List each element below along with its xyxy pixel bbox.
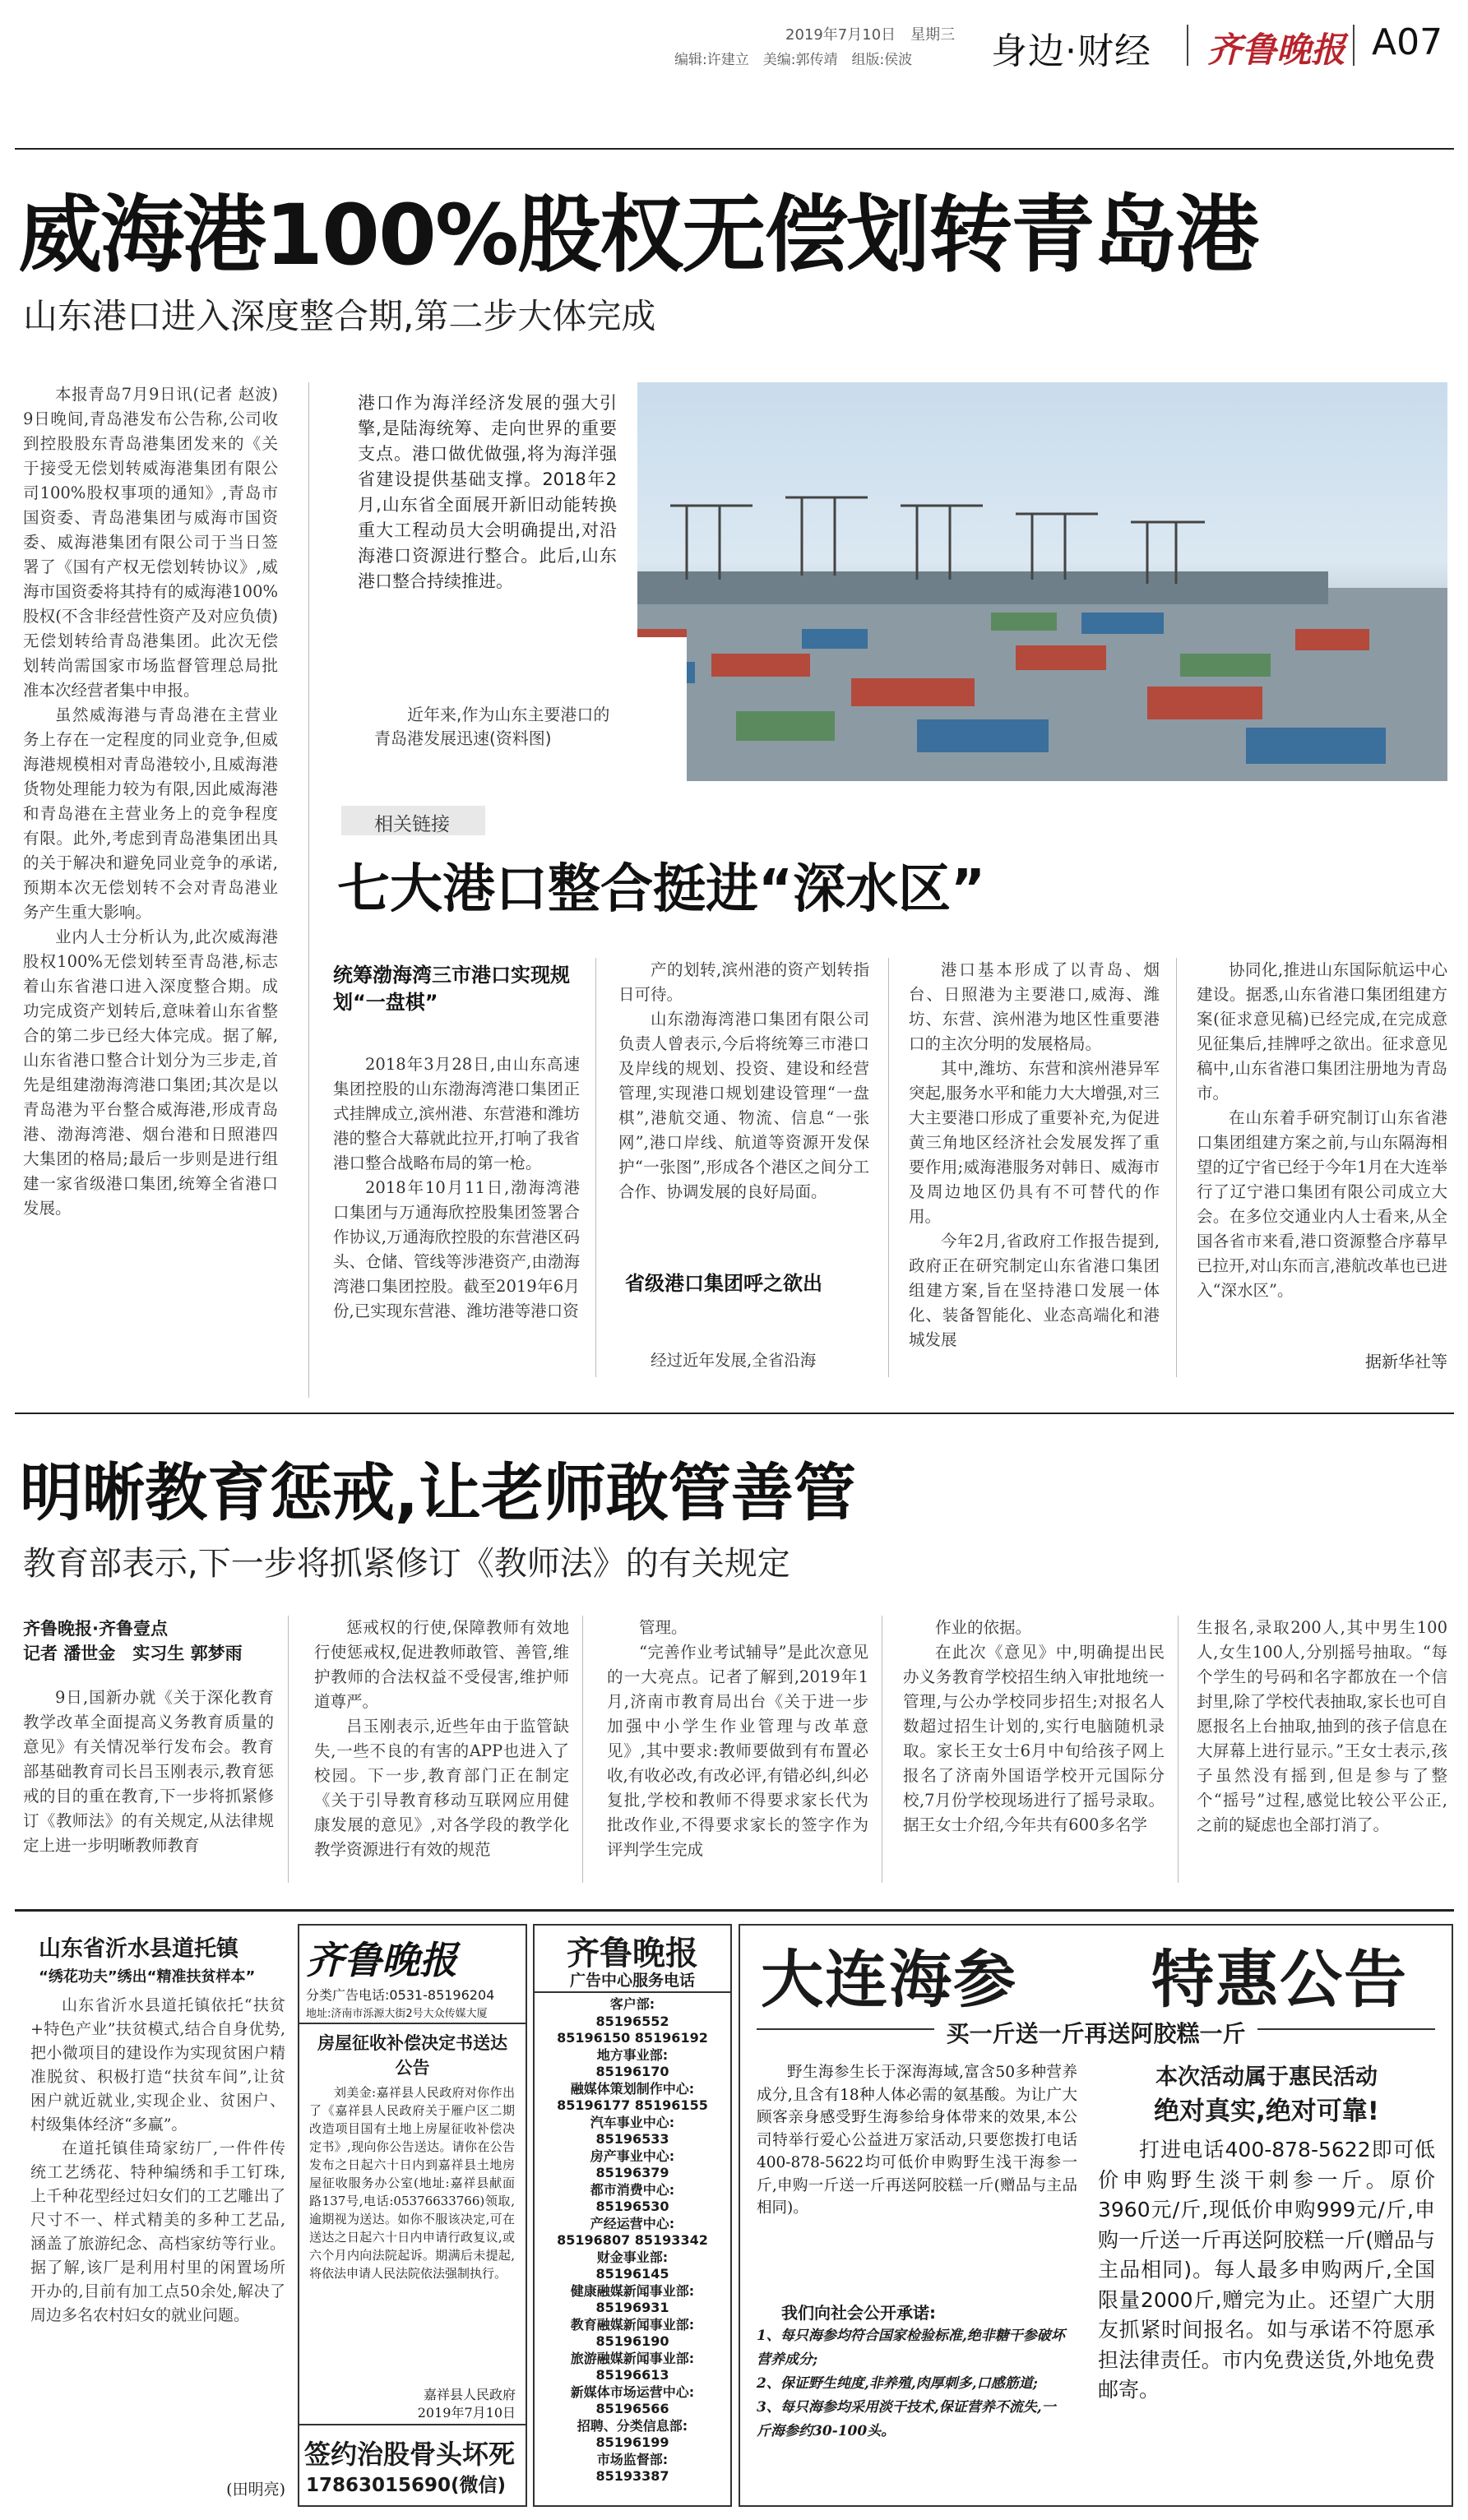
directory-line: 85196552 [595,2013,669,2029]
ad4-banner [740,2016,1452,2049]
ad-notice [298,1924,527,2507]
directory-line: 85196566 [595,2401,669,2416]
ad2-bottom-title: 签约治股骨头坏死 [304,2439,516,2470]
paragraph: 山东省沂水县道托镇依托“扶贫+特色产业”扶贫模式,结合自身优势,把小微项目的建设作为实现贫困户精准脱贫、积极打造“扶贫车间”,让贫困户就近就业,实现企业、贫困户、村级集体经济“多赢”。 [30,1996,285,2134]
column-divider [582,1616,583,1883]
ad4-left-body: 野生海参生长于深海海域,富含50多种营养成分,且含有18种人体必需的氨基酸。为让广大顾客亲身感受野生海参给身体带来的效果,本公司特举行爱心公益进万家活动,只要您拨打电话400-878-5622均可低价申购野生浅干海参一斤,申购一斤送一斤再送阿胶糕一斤(赠品与主品相同)。 [757,2064,1077,2217]
story2-subhead-2: 省级港口集团呼之欲出 [625,1272,822,1295]
ad2-rule [299,2023,526,2024]
ad3-phone-list [535,1996,730,2485]
story3-col4 [903,1616,1165,1883]
section-rule [15,1413,1454,1414]
byline-outlet: 齐鲁晚报·齐鲁壹点 [23,1619,168,1639]
port-photo [341,382,1447,781]
story1-para: 本报青岛7月9日讯(记者 赵波) 9日晚间,青岛港发布公告称,公司收到控股股东青岛港集团发来的《关于接受无偿划转威海港集团有限公司100%股权事项的通知》,青岛市国资委、青岛港集团与威海市国资委、威海港集团有限公司于当日签署了《国有产权无偿划转协议》,威海市国资委将其持有的威海港100%股权(不含非经营性资产及对应负债)无偿划转给青岛港集团。此次无偿划转尚需国家市场监督管理总局批准本次经营者集中申报。 [23,385,278,700]
paragraph: 在此次《意见》中,明确提出民办义务教育学校招生纳入审批地统一管理,与公办学校同步招生;对报名人数超过招生计划的,实行电脑随机录取。家长王女士6月中旬给孩子网上报名了济南外国语学校开元国际分校,7月份学校现场进行了摇号录取。据王女士介绍,今年共有600多名学 [903,1643,1165,1834]
directory-line: 85196199 [595,2434,669,2450]
story3-col1 [23,1685,274,1883]
directory-line: 房产事业中心: [590,2148,675,2164]
paragraph: 2018年10月11日,渤海湾港口集团与万通海欣控股集团签署合作协议,万通海欣控股的东营港区码头、仓储、管线等涉港资产,由渤海湾港口集团控股。截至2019年6月份,已实现东营港、潍坊港等港口资 [333,1178,580,1320]
column-divider [1178,1616,1179,1883]
directory-line: 85196145 [595,2266,669,2282]
directory-line: 85196150 85196192 [557,2030,708,2046]
ad2-body: 刘美金:嘉祥县人民政府对你作出了《嘉祥县人民政府关于雁户区二期改造项目国有土地上房屋征收补偿决定书》,现向你公告送达。请你在公告发布之日起六十日内到嘉祥县土地房屋征收服务办公室(地址:嘉祥县献面路137号,电话:05376633766)领取,逾期视为送达。如你不服该决定,可在送达之日起六十日内申请行政复议,或六个月内向法院起诉。期满后未提起,将依法申请人民法院依法强制执行。 [309,2085,515,2281]
ad4-promises [757,2324,1069,2444]
paragraph: “完善作业考试辅导”是此次意见的一大亮点。记者了解到,2019年1月,济南市教育局出台《关于进一步加强中小学生作业管理与改革意见》,其中要求:教师要做到有布置必收,有收必改,有改必评,有错必纠,纠必复批,学校和教师不得要求家长代为批改作业,不得要求家长的签字作为评判学生完成 [607,1643,868,1859]
directory-line: 85196177 85196155 [557,2097,708,2113]
directory-line: 地方事业部: [596,2046,669,2063]
column-divider [888,958,889,1377]
story3-col3 [607,1616,868,1883]
directory-line: 财金事业部: [596,2249,669,2265]
directory-line: 85196533 [595,2131,669,2147]
paragraph: 惩戒权的行使,保障教师有效地行使惩戒权,促进教师敢管、善管,维护教师的合法权益不受侵害,维护师道尊严。 [314,1618,569,1711]
ad2-bottom-phone: 17863015690(微信) [306,2475,507,2496]
ad3-subtitle: 广告中心服务电话 [569,1972,695,1990]
directory-line: 招聘、分类信息部: [577,2417,688,2434]
issue-date: 2019年7月10日 星期三 [785,26,956,44]
directory-line: 都市消费中心: [590,2181,675,2198]
ad1-sign: (田明亮) [226,2481,285,2499]
ads-rule [15,1909,1454,1912]
directory-line: 85196613 [595,2367,669,2383]
ad-directory [533,1924,732,2507]
ad4-title-2: 特惠公告 [1151,1943,1408,2016]
ad1-subtitle: “绣花功夫”绣出“精准扶贫样本” [39,1968,256,1986]
column-divider [308,382,309,1398]
story2-col3 [909,958,1160,1377]
ad2-title: 房屋征收补偿决定书送达公告 [317,2033,507,2078]
paragraph: 其中,潍坊、东营和滨州港异军突起,服务水平和能力大大增强,对三大主要港口形成了重要补充,为促进黄三角地区经济社会发展发挥了重要作用;威海港服务对韩日、威海市及周边地区仍具有不可替代的作用。 [909,1059,1160,1226]
story3-col5 [1197,1616,1447,1883]
ad2-rule-2 [299,2424,526,2425]
paragraph: 2018年3月28日,由山东高速集团控股的山东渤海湾港口集团正式挂牌成立,滨州港、东营港和潍坊港的整合大幕就此拉开,打响了我省港口整合战略布局的第一枪。 [333,1055,580,1172]
paragraph: 山东渤海湾港口集团有限公司负责人曾表示,今后将统筹三市港口及岸线的规划、投资、建设和经营管理,实现港口规划建设管理“一盘棋”,港航交通、物流、信息“一张网”,港口岸线、航道等资源开发保护“一张图”,形成各个港区之间分工合作、协调发展的良好局面。 [618,1010,869,1201]
story1-deck: 山东港口进入深度整合期,第二步大体完成 [23,296,656,336]
column-divider [595,958,596,1377]
byline-reporters: 记者 潘世金 实习生 郭梦雨 [23,1644,243,1663]
paragraph: 吕玉刚表示,近些年由于监管缺失,一些不良的有害的APP也进入了校园。下一步,教育部门正在制定《关于引导教育移动互联网应用健康发展的意见》,对各学段的教学化教学资源进行有效的规范 [314,1717,569,1859]
ad-sea-cucumber [739,1924,1453,2507]
directory-line: 85196931 [595,2300,669,2315]
ad4-title-1: 大连海参 [761,1943,1017,2016]
photo-caption: 近年来,作为山东主要港口的青岛港发展迅速(资料图) [374,705,610,748]
ad4-right-title-1: 本次活动属于惠民活动 [1155,2065,1378,2090]
story1-headline: 威海港100%股权无偿划转青岛港 [18,187,1258,284]
story2-subhead-1: 统筹渤海湾三市港口实现规划“一盘棋” [333,964,570,1014]
directory-line: 产经运营中心: [590,2215,675,2231]
paragraph: 9日,国新办就《关于深化教育教学改革全面提高义务教育质量的意见》有关情况举行发布会。教育部基础教育司长吕玉刚表示,教育惩戒的目的重在教育,下一步将抓紧修订《教师法》的有关规定,从法律规定上进一步明晰教师教育 [23,1688,274,1855]
paragraph: 产的划转,滨州港的资产划转指日可待。 [618,960,869,1004]
paragraph: 协同化,推进山东国际航运中心建设。据悉,山东省港口集团组建方案(征求意见稿)已经完成,在完成意见征集后,挂牌呼之欲出。征求意见稿中,山东省港口集团注册地为青岛市。 [1197,960,1447,1103]
ad3-rule [535,1991,730,1993]
story2-col2 [618,958,869,1266]
story3-deck: 教育部表示,下一步将抓紧修订《教师法》的有关规定 [23,1545,790,1583]
promise-item: 3、每只海参均采用淡干技术,保证营养不流失,一斤海参约30-100头。 [757,2399,1056,2439]
directory-line: 85193387 [595,2468,669,2484]
paragraph: 在道托镇佳琦家纺厂,一件件传统工艺绣花、特种编绣和手工钉珠,上千种花型经过妇女们的工艺雕出了尺寸不一、样式精美的多种工艺品,涵盖了旅游纪念、高档家纺等行业。据了解,该厂是利用村里的闲置场所开办的,目前有加工点50余处,解决了周边多名农村妇女的就业问题。 [30,2139,285,2324]
brand-logo: 齐鲁晚报 [1207,30,1346,70]
story1-para: 虽然威海港与青岛港在主营业务上存在一定程度的同业竞争,但威海港规模相对青岛港较小,且威海港货物处理能力较为有限,因此威海港和青岛港在主营业务上的竞争程度有限。此外,考虑到青岛港集团出具的关于解决和避免同业竞争的承诺,预期本次无偿划转不会对青岛港业务产生重大影响。 [23,705,278,922]
ad2-phone: 分类广告电话:0531-85196204 [306,1987,495,2003]
directory-line: 教育融媒新闻事业部: [570,2316,695,2333]
paragraph: 今年2月,省政府工作报告提到,政府正在研究制定山东省港口集团组建方案,旨在坚持港口发展一体化、装备智能化、业态高端化和港城发展 [909,1232,1160,1349]
directory-line: 市场监督部: [596,2451,669,2467]
directory-line: 健康融媒新闻事业部: [570,2282,695,2299]
directory-line: 85196190 [595,2333,669,2349]
ad1-body [30,1994,285,2487]
editors-credit: 编辑:许建立 美编:郭传靖 组版:侯波 [674,52,913,68]
story2-kicker: 相关链接 [374,814,450,835]
story2-col2-tail [618,1348,869,1375]
directory-line: 汽车事业中心: [590,2114,675,2130]
ad2-date: 2019年7月10日 [417,2405,516,2421]
column-divider [1176,958,1177,1377]
ad4-right-title-2: 绝对真实,绝对可靠! [1154,2097,1379,2126]
page-number: A07 [1372,21,1443,63]
paragraph: 管理。 [639,1618,688,1637]
ad-yishui [18,1924,289,2504]
directory-line: 85196379 [595,2165,669,2180]
paragraph: 经过近年发展,全省沿海 [651,1351,817,1370]
story1-para: 业内人士分析认为,此次威海港股权100%无偿划转至青岛港,标志着山东省港口进入深度整合期。成功完成资产划转后,意味着山东省整合的第二步已经大体完成。据了解,山东省港口整合计划分为三步走,首先是组建渤海湾港口集团;其次是以青岛港为平台整合威海港,形成青岛港、渤海湾港、烟台港和日照港四大集团的格局;最后一步则是进行组建一家省级港口集团,统筹全省港口发展。 [23,927,278,1218]
ad3-brand: 齐鲁晚报 [567,1935,698,1972]
ad2-address: 地址:济南市泺源大街2号大众传媒大厦 [306,2008,488,2020]
paragraph: 生报名,录取200人,其中男生100人,女生100人,分别摇号抽取。“每个学生的号码和名字都放在一个信封里,除了学校代表抽取,家长也可自愿报名上台抽取,抽到的孩子信息在大屏幕上进行显示。”王女士表示,孩子虽然没有摇到,但是参与了整个“摇号”过程,感觉比较公平公正,之前的疑虑也全部打消了。 [1197,1618,1447,1834]
photo-inset-text: 港口作为海洋经济发展的强大引擎,是陆海统筹、走向世界的重要支点。港口做优做强,将为海洋强省建设提供基础支撑。2018年2月,山东省全面展开新旧动能转换重大工程动员大会明确提出,对沿海港口资源进行整合。此后,山东港口整合持续推进。 [358,393,617,591]
story2-col1 [333,1052,580,1373]
top-rule [15,148,1454,150]
story3-col2 [314,1616,569,1883]
section-name: 身边·财经 [991,30,1151,72]
ad4-right-body: 打进电话400-878-5622即可低价申购野生淡干刺参一斤。原价3960元/斤,现低价申购999元/斤,申购一斤送一斤再送阿胶糕一斤(赠品与主品相同)。每人最多申购两斤,全国限量2000斤,赠完为止。还望广大朋友抓紧时间报名。如与承诺不符愿承担法律责任。市内免费送货,外地免费邮寄。 [1098,2138,1435,2402]
story2-headline: 七大港口整合挺进“深水区” [337,859,986,920]
directory-line: 85196170 [595,2064,669,2079]
ad1-title: 山东省沂水县道托镇 [39,1936,238,1962]
header-divider [1187,25,1188,66]
paragraph: 作业的依据。 [935,1618,1032,1637]
header-divider-2 [1353,25,1355,66]
story3-headline: 明晰教育惩戒,让老师敢管善管 [20,1456,856,1529]
promise-item: 1、每只海参均符合国家检验标准,绝非糖干参破坏营养成分; [757,2328,1065,2368]
ad4-banner-text: 买一斤送一斤再送阿胶糕一斤 [934,2020,1257,2047]
directory-line: 85196530 [595,2199,669,2214]
directory-line: 客户部: [609,1996,655,2012]
directory-line: 85196807 85193342 [557,2232,708,2248]
directory-line: 融媒体策划制作中心: [570,2080,695,2097]
directory-line: 旅游融媒新闻事业部: [570,2350,695,2366]
ad2-brand: 齐鲁晚报 [306,1938,457,1982]
ad2-signer: 嘉祥县人民政府 [423,2387,516,2402]
story2-col4 [1197,958,1447,1344]
ad4-promise-title: 我们向社会公开承诺: [781,2303,936,2323]
story2-source: 据新华社等 [1365,1352,1447,1371]
column-divider [288,1616,289,1883]
story1-body [23,382,278,1398]
paragraph: 在山东着手研究制订山东省港口集团组建方案之前,与山东隔海相望的辽宁省已经于今年1月在大连举行了辽宁港口集团有限公司成立大会。在多位交通业内人士看来,从全国各省市来看,港口资源整合序幕早已拉开,对山东而言,港航改革也已进入“深水区”。 [1197,1108,1447,1300]
paragraph: 港口基本形成了以青岛、烟台、日照港为主要港口,威海、潍坊、东营、滨州港为地区性重要港口的主次分明的发展格局。 [909,960,1160,1053]
directory-line: 新媒体市场运营中心: [570,2384,695,2400]
promise-item: 2、保证野生纯度,非养殖,肉厚刺多,口感筋道; [757,2375,1038,2392]
